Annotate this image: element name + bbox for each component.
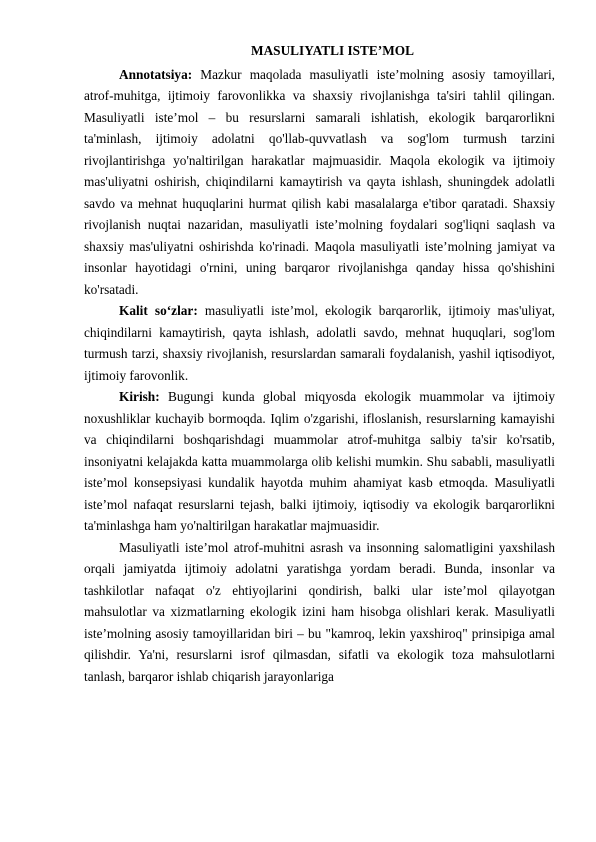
annotation-paragraph (84, 64, 555, 301)
document-page (84, 40, 555, 687)
document-title: MASULIYATLI ISTE’MOL (251, 43, 414, 58)
intro-paragraph (84, 386, 555, 537)
keywords-label: Kalit so‘zlar: (119, 303, 198, 318)
intro-label: Kirish: (119, 389, 160, 404)
keywords-paragraph (84, 300, 555, 386)
body-paragraph: Masuliyatli iste’mol atrof-muhitni asrash va insonning salomatligini yaxshilash orqali jamiyatda ijtimoiy adolatni yaratishga yordam beradi. Bunda, insonlar va tashkilotlar nafaqat o'z ehtiyojlarini qondirish, balki ular iste’mol qilayotgan mahsulotlar va xizmatlarning ekologik izini ham hisobga olishlari kerak. Masuliyatli iste’molning asosiy tamoyillaridan biri – bu "kamroq, lekin yaxshiroq" prinsipiga amal qilishdir. Ya'ni, resurslarni isrof qilmasdan, sifatli va ekologik toza mahsulotlarni tanlash, barqaror ishlab chiqarish jarayonlariga (84, 539, 555, 684)
annotation-label: Annotatsiya: (119, 66, 193, 82)
intro-text: Bugungi kunda global miqyosda ekologik muammolar va ijtimoiy noxushliklar kuchayib bormoqda. Iqlim o'zgarishi, ifloslanish, resurslarning kamayishi va chiqindilarni boshqarishdagi muammolar atrof-muhitga salbiy ta'sir ko'rsatib, insoniyatni kelajakda katta muammolarga olib kelishi mumkin. Shu sababli, masuliyatli iste’mol konsepsiyasi kundalik hayotda muhim ahamiyat kasb etmoqda. Masuliyatli iste’mol nafaqat resurslarni tejash, balki ijtimoiy, iqtisodiy va ekologik barqarorlikni ta'minlashga ham yo'naltirilgan harakatlar majmuasidir. (84, 389, 555, 533)
keywords-text: masuliyatli iste’mol, ekologik barqarorlik, ijtimoiy mas'uliyat, chiqindilarni kamaytirish, qayta ishlash, adolatli savdo, mehnat huquqlari, sog'lom turmush tarzi, shaxsiy rivojlanish, resurslardan samarali foydalanish, yashil iqtisodiyot, ijtimoiy farovonlik. (84, 303, 555, 383)
annotation-text: Mazkur maqolada masuliyatli iste’molning asosiy tamoyillari, atrof-muhitga, ijtimoiy farovonlikka va shaxsiy rivojlanishga ta'siri tahlil qilingan. Masuliyatli iste’mol – bu resurslarni samarali ishlatish, ekologik barqarorlikni ta'minlash, ijtimoiy adolatni qo'llab-quvvatlash va sog'lom turmush tarzini rivojlantirishga yo'naltirilgan harakatlar majmuasidir. Maqola ekologik va ijtimoiy mas'uliyatni oshirish, chiqindilarni kamaytirish va qayta ishlash, shuningdek adolatli savdo va mehnat huquqlarini hurmat qilish kabi masalalarga e'tibor qaratadi. Shaxsiy rivojlanish nuqtai nazaridan, masuliyatli iste’molning foydalari sog'liqni saqlash va shaxsiy mas'uliyatni oshirishda ko'rinadi. Maqola masuliyatli iste’molning jamiyat va insonlar hayotidagi o'rnini, uning barqaror rivojlanishga qanday hissa qo'shishini ko'rsatadi. (84, 66, 555, 297)
